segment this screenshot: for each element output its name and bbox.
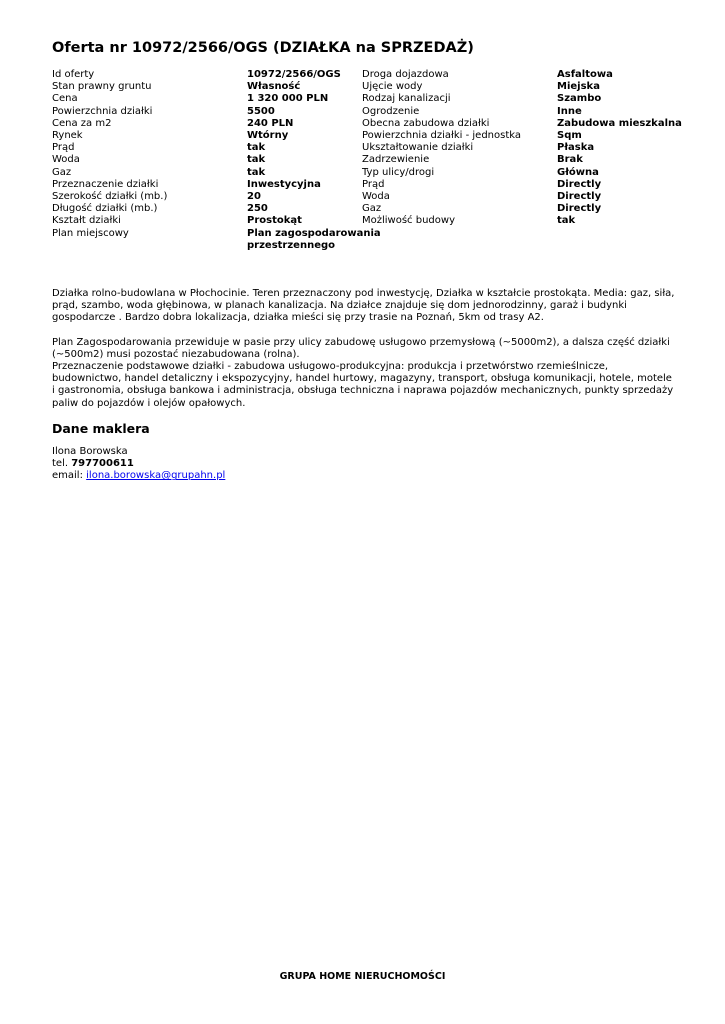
detail-value: Płaska (557, 142, 595, 154)
detail-value: 250 (247, 203, 268, 215)
detail-label: Prąd (52, 142, 75, 154)
detail-label: Możliwość budowy (362, 215, 455, 227)
broker-email-link[interactable]: ilona.borowska@grupahn.pl (86, 470, 226, 482)
detail-value: Szambo (557, 93, 602, 105)
detail-value: Directly (557, 203, 602, 215)
detail-value: Inwestycyjna (247, 178, 321, 190)
detail-value: Główna (557, 166, 599, 178)
detail-value: Brak (557, 154, 583, 166)
detail-label: Powierzchnia działki - jednostka (362, 130, 522, 141)
detail-label: Cena za m2 (52, 117, 112, 129)
broker-heading: Dane maklera (52, 421, 150, 436)
detail-label: Stan prawny gruntu (52, 81, 152, 93)
broker-name: Ilona Borowska (52, 446, 128, 457)
detail-label: Ujęcie wody (362, 81, 423, 93)
offer-description (52, 288, 677, 410)
broker-email-line (52, 470, 225, 482)
detail-value: Sqm (557, 130, 582, 141)
detail-value: 240 PLN (247, 117, 294, 129)
detail-value: 1 320 000 PLN (247, 93, 329, 105)
detail-value: Własność (247, 81, 301, 93)
detail-value: Directly (557, 191, 602, 202)
broker-phone-line (52, 458, 225, 470)
detail-value: 5500 (247, 105, 275, 117)
detail-label: Szerokość działki (mb.) (52, 191, 168, 202)
broker-phone: 797700611 (71, 458, 134, 470)
detail-label: Ukształtowanie działki (362, 142, 474, 154)
detail-label: Id oferty (52, 69, 95, 80)
description-paragraph: Przeznaczenie podstawowe działki - zabudowa usługowo-produkcyjna: produkcja i przetwórstwo rzemieślnicze, budownictwo, handel detaliczny i ekspozycyjny, handel hurtowy, magazyny, transport, obsługa komunikacji, hotele, motele i gastronomia, obsługa bankowa i administracja, obsługa techniczna i naprawa pojazdów mechanicznych, punkty sprzedaży paliw do pojazdów i olejów opałowych. (52, 361, 674, 409)
detail-value: Prostokąt (247, 215, 302, 227)
email-label: email: (52, 470, 87, 482)
detail-label: Przeznaczenie działki (52, 178, 159, 190)
detail-label: Rynek (52, 130, 83, 141)
detail-label: Rodzaj kanalizacji (362, 93, 451, 105)
detail-label: Gaz (52, 166, 72, 178)
detail-value: Directly (557, 178, 602, 190)
detail-value: Inne (557, 105, 582, 117)
detail-label: Obecna zabudowa działki (362, 117, 490, 129)
detail-label: Woda (362, 191, 390, 202)
broker-contact (52, 446, 225, 483)
description-paragraph: Działka rolno-budowlana w Płochocinie. Teren przeznaczony pod inwestycję, Działka w kształcie prostokąta. Media: gaz, siła, prąd, szambo, woda głębinowa, w planach kanalizacja. Na działce znajduje się dom jednorodzinny, garaż i budynki gospodarcze . Bardzo dobra lokalizacja, działka mieści się przy trasie na Poznań, 5km od trasy A2. (52, 288, 675, 324)
detail-label: Prąd (362, 178, 385, 190)
detail-value: tak (247, 142, 266, 154)
detail-label: Ogrodzenie (362, 105, 420, 117)
detail-label: Typ ulicy/drogi (362, 166, 435, 178)
detail-value: Miejska (557, 81, 600, 93)
detail-label: Cena (52, 93, 78, 105)
offer-details-table (52, 69, 692, 259)
detail-value: tak (247, 166, 266, 178)
detail-label: Gaz (362, 203, 382, 215)
detail-label: Woda (52, 154, 80, 166)
detail-value: Wtórny (247, 130, 289, 141)
page-title: Oferta nr 10972/2566/OGS (DZIAŁKA na SPRZEDAŻ) (52, 40, 474, 56)
footer-company-name: GRUPA HOME NIERUCHOMOŚCI (279, 971, 446, 982)
detail-value: 10972/2566/OGS (247, 69, 341, 80)
detail-label: Droga dojazdowa (362, 69, 449, 80)
detail-label: Długość działki (mb.) (52, 203, 158, 215)
detail-value: Asfaltowa (557, 69, 613, 80)
phone-label: tel. (52, 458, 72, 470)
detail-label: Plan miejscowy (52, 227, 129, 239)
detail-value: Plan zagospodarowania przestrzennego (247, 227, 381, 251)
detail-label: Zadrzewienie (362, 154, 430, 166)
detail-value: Zabudowa mieszkalna (557, 117, 682, 129)
description-paragraph: Plan Zagospodarowania przewiduje w pasie przy ulicy zabudowę usługowo przemysłową (~5000m2), a dalsza część działki (~500m2) musi pozostać niezabudowana (rolna). (52, 336, 670, 360)
detail-value: tak (247, 154, 266, 166)
detail-label: Powierzchnia działki (52, 105, 153, 117)
detail-value: tak (557, 215, 576, 227)
detail-value: 20 (247, 191, 261, 202)
detail-label: Kształt działki (52, 215, 121, 227)
